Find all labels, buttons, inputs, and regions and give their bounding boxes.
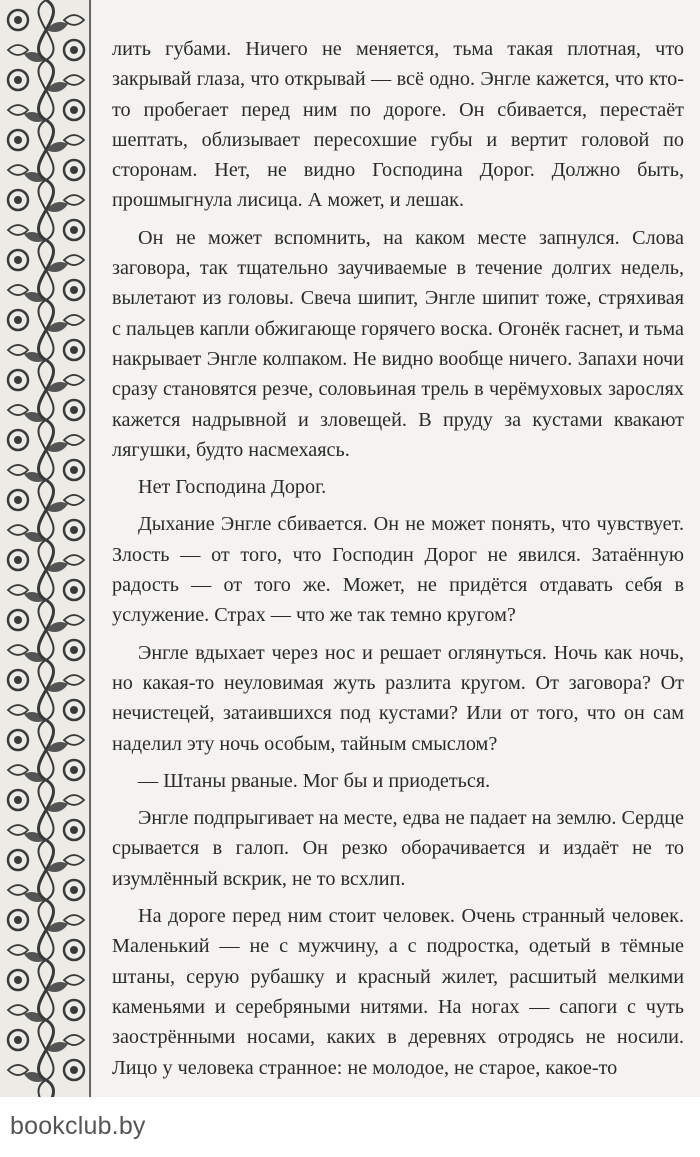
ornament-shape [14, 256, 22, 264]
ornament-shape [24, 1072, 46, 1082]
ornament-shape [8, 45, 28, 55]
ornament-shape [64, 75, 84, 85]
ornament-shape [38, 0, 53, 1097]
ornament-shape [8, 825, 28, 835]
ornament-shape [24, 232, 46, 242]
ornament-shape [8, 405, 28, 415]
ornament-shape [8, 225, 28, 235]
ornament-shape [24, 172, 46, 182]
ornament-shape [14, 976, 22, 984]
ornament-shape [14, 496, 22, 504]
paragraph: — Штаны рваные. Мог бы и приодеться. [138, 769, 491, 792]
ornament-shape [64, 675, 84, 685]
ornament-shape [70, 946, 78, 954]
ornament-shape [24, 412, 46, 422]
ornament-shape [70, 886, 78, 894]
ornament-shape [24, 652, 46, 662]
ornament-shape [8, 525, 28, 535]
ornament-shape [24, 892, 46, 902]
ornament-shape [14, 916, 22, 924]
ornament-shape [14, 376, 22, 384]
ornament-shape [70, 526, 78, 534]
ornament-shape [24, 472, 46, 482]
ornament-shape [8, 165, 28, 175]
ornament-shape [8, 885, 28, 895]
paragraph: Он не может вспомнить, на каком месте запнулся. Слова заговора, так тщательно заучиваемые в течение долгих недель, вылетают из головы. Свеча шипит, Энгле шипит тоже, стряхивая с пальцев капли обжигающе горячего воска. Огонёк гаснет, и тьма накрывает Энгле колпаком. Не видно вообще ничего. Запахи ночи сразу становятся резче, соловьиная трель в черёмуховых зарослях кажется надрывной и зловещей. В пруду за кустами квакают лягушки, будто насмехаясь. [112, 226, 684, 461]
ornament-shape [14, 316, 22, 324]
ornament-shape [70, 166, 78, 174]
ornament-shape [70, 1006, 78, 1014]
ornament-shape [24, 112, 46, 122]
ornament-shape [14, 16, 22, 24]
decorative-border-ornament [0, 0, 92, 1097]
ornament-pattern-icon [0, 0, 92, 1097]
ornament-shape [24, 532, 46, 542]
ornament-shape [8, 705, 28, 715]
book-text [112, 34, 684, 1090]
ornament-shape [64, 975, 84, 985]
ornament-shape [70, 826, 78, 834]
watermark: bookclub.by [10, 1112, 146, 1140]
ornament-shape [24, 352, 46, 362]
ornament-shape [70, 586, 78, 594]
ornament-shape [64, 255, 84, 265]
ornament-shape [64, 495, 84, 505]
ornament-shape [14, 136, 22, 144]
ornament-shape [14, 736, 22, 744]
ornament-shape [64, 915, 84, 925]
ornament-shape [8, 945, 28, 955]
ornament-shape [14, 676, 22, 684]
ornament-shape [64, 135, 84, 145]
ornament-shape [70, 346, 78, 354]
ornament-shape [64, 555, 84, 565]
ornament-shape [8, 285, 28, 295]
paragraph: На дороге перед ним стоит человек. Очень странный человек. Маленький — не с мужчину, а с подростка, одетый в тёмные штаны, серую рубашку и красный жилет, расшитый мелкими каменьями и серебряными нитями. На ногах — сапоги с чуть заострёнными носами, каких в деревнях отродясь не носили. Лицо у человека странное: не молодое, не старое, какое-то [112, 905, 684, 1079]
ornament-shape [8, 765, 28, 775]
ornament-shape [64, 855, 84, 865]
ornament-shape [14, 856, 22, 864]
ornament-shape [70, 646, 78, 654]
ornament-shape [70, 406, 78, 414]
ornament-shape [8, 465, 28, 475]
paragraph: Нет Господина Дорог. [138, 476, 327, 499]
ornament-shape [14, 796, 22, 804]
ornament-shape [24, 712, 46, 722]
paragraph: лить губами. Ничего не меняется, тьма такая плотная, что закрывай глаза, что открывай — всё одно. Энгле кажется, что кто-то пробегает перед ним по дороге. Он сбивается, перестаёт шептать, облизывает пересохшие губы и вертит головой по сторонам. Нет, не видно Господина Дорог. Должно быть, прошмыгнула лисица. А может, и лешак. [112, 38, 684, 212]
ornament-shape [8, 345, 28, 355]
paragraph: Энгле вдыхает через нос и решает оглянуться. Ночь как ночь, но какая-то неуловимая жуть разлита кругом. От заговора? От нечистецей, затаившихся под кустами? Или от того, что он сам наделил эту ночь особым, тайным смыслом? [112, 641, 684, 755]
ornament-shape [64, 315, 84, 325]
ornament-shape [24, 292, 46, 302]
ornament-shape [14, 1036, 22, 1044]
ornament-shape [8, 585, 28, 595]
ornament-shape [70, 106, 78, 114]
paragraph: Дыхание Энгле сбивается. Он не может понять, что чувствует. Злость — от того, что Господин Дорог не явился. Затаённую радость — от того же. Может, не придётся отдавать себя в услужение. Страх — что же так темно кругом? [112, 513, 684, 627]
ornament-shape [14, 76, 22, 84]
ornament-shape [8, 1065, 28, 1075]
ornament-shape [14, 196, 22, 204]
ornament-shape [70, 1066, 78, 1074]
ornament-shape [24, 52, 46, 62]
ornament-shape [70, 766, 78, 774]
paragraph: Энгле подпрыгивает на месте, едва не падает на землю. Сердце срывается в галоп. Он резко оборачивается и издаёт не то изумлённый вскрик, не то всхлип. [112, 807, 684, 890]
ornament-shape [14, 616, 22, 624]
ornament-shape [8, 1005, 28, 1015]
ornament-shape [70, 466, 78, 474]
ornament-shape [64, 615, 84, 625]
ornament-shape [24, 772, 46, 782]
ornament-shape [24, 952, 46, 962]
ornament-shape [64, 435, 84, 445]
ornament-shape [64, 735, 84, 745]
ornament-shape [64, 795, 84, 805]
ornament-shape [14, 436, 22, 444]
ornament-shape [14, 556, 22, 564]
ornament-shape [24, 1012, 46, 1022]
ornament-shape [70, 46, 78, 54]
ornament-shape [70, 226, 78, 234]
ornament-shape [70, 286, 78, 294]
ornament-shape [70, 706, 78, 714]
ornament-shape [64, 195, 84, 205]
ornament-shape [8, 105, 28, 115]
ornament-shape [64, 375, 84, 385]
ornament-shape [24, 592, 46, 602]
ornament-shape [8, 645, 28, 655]
ornament-shape [64, 1035, 84, 1045]
ornament-shape [24, 832, 46, 842]
ornament-shape [64, 15, 84, 25]
